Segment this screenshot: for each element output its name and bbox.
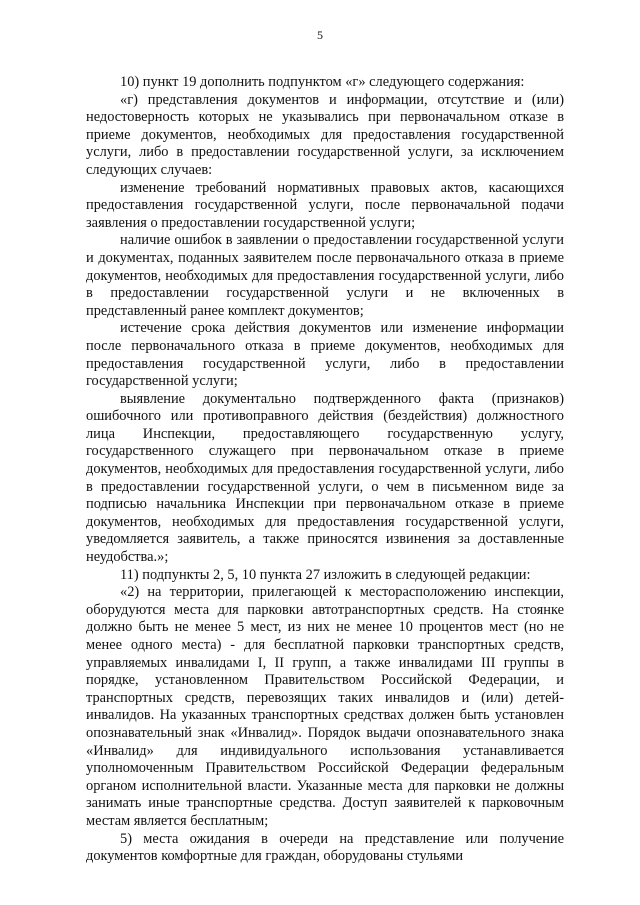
paragraph-case-requirements-change: изменение требований нормативных правовых актов, касающихся предоставления государственной услуги, после первоначальной подачи заявления о предоставлении государственной услуги; [86,179,564,231]
paragraph-item-11: 11) подпункты 2, 5, 10 пункта 27 изложить в следующей редакции: [120,566,531,583]
paragraph-waiting-area: 5) места ожидания в очереди на представление или получение документов комфортные для граждан, оборудованы стульями [86,830,564,865]
paragraph-subitem-g: «г) представления документов и информации, отсутствие и (или) недостоверность которых не указывались при первоначальном отказе в приеме документов, необходимых для предоставления государственной услуги, либо в предоставлении государственной услуги, за исключением следующих случаев: [86,91,564,178]
paragraph-parking: «2) на территории, прилегающей к месторасположению инспекции, оборудуются места для парковки автотранспортных средств. На стоянке должно быть не менее 5 мест, из них не менее 10 процентов мест (но не менее одного места) - для бесплатной парковки транспортных средств, управляемых инвалидами I, II групп, а также инвалидами III группы в порядке, установленном Правительством Российской Федерации, и транспортных средств, перевозящих таких инвалидов и (или) детей-инвалидов. На указанных транспортных средствах должен быть установлен опознавательный знак «Инвалид». Порядок выдачи опознавательного знака «Инвалид» для индивидуального использования устанавливается уполномоченным Правительством Российской Федерации федеральным органом исполнительной власти. Указанные места для парковки не должны занимать иные транспортные средства. Доступ заявителей к парковочным местам является бесплатным; [86,584,564,829]
paragraph-case-misconduct: выявление документально подтвержденного факта (признаков) ошибочного или противоправного действия (бездействия) должностного лица Инспекции, предоставляющего государственную услугу, государственного служащего при первоначальном отказе в приеме документов, необходимых для предоставления государственной услуги, либо в предоставлении государственной услуги, о чем в письменном виде за подписью начальника Инспекции при первоначальном отказе в приеме документов, необходимых для предоставления государственной услуги, уведомляется заявитель, а также приносятся извинения за доставленные неудобства.»; [86,390,564,566]
paragraph-case-errors: наличие ошибок в заявлении о предоставлении государственной услуги и документах, поданных заявителем после первоначального отказа в приеме документов, необходимых для предоставления государственной услуги, либо в предоставлении государственной услуги и не включенных в представленный ранее комплект документов; [86,232,564,319]
document-body [86,74,564,866]
paragraph-item-10: 10) пункт 19 дополнить подпунктом «г» следующего содержания: [120,74,525,90]
paragraph-case-expiry: истечение срока действия документов или изменение информации после первоначального отказа в приеме документов, необходимых для предоставления государственной услуги, либо в предоставлении государственной услуги; [86,320,564,390]
page-number: 5 [317,28,323,42]
